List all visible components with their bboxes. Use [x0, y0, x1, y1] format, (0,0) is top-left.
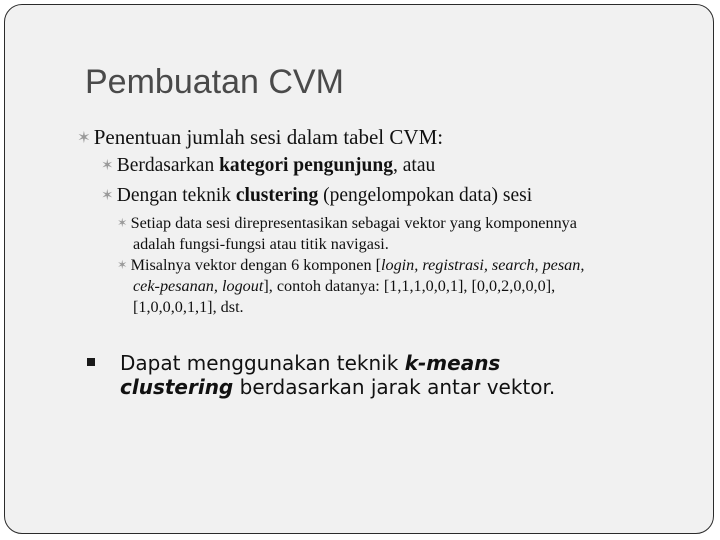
bullet-level3-group: [117, 213, 584, 318]
slide-title: Pembuatan CVM: [85, 63, 344, 101]
bullet-level2-kategori: ✶ Berdasarkan kategori pengunjung, atau: [101, 155, 436, 176]
bullet-icon: ✶: [117, 258, 128, 272]
bullet-icon: ✶: [117, 216, 128, 230]
bullet-icon: ✶: [77, 128, 91, 147]
bullet-kmeans: Dapat menggunakan teknik k-means clustering berdasarkan jarak antar vektor.: [120, 351, 556, 399]
slide: [4, 4, 714, 534]
bullet-icon: ✶: [101, 157, 114, 174]
bullet-level2-clustering: ✶ Dengan teknik clustering (pengelompokan data) sesi: [101, 185, 533, 206]
bullet-level3-setiap: ✶ Setiap data sesi direpresentasikan sebagai vektor yang komponennya adalah fungsi-fungsi atau titik navigasi.: [117, 214, 577, 253]
square-bullet-icon: [87, 358, 95, 366]
bullet-level1: ✶ Penentuan jumlah sesi dalam tabel CVM:: [77, 125, 444, 149]
bullet-icon: ✶: [101, 187, 114, 204]
bullet-level3-misalnya: ✶ Misalnya vektor dengan 6 komponen [login, registrasi, search, pesan, cek-pesanan, logout], contoh datanya: [1,1,1,0,0,1], [0,0,2,0,0,0], [1,0,0,0,1,1], dst.: [117, 256, 585, 316]
